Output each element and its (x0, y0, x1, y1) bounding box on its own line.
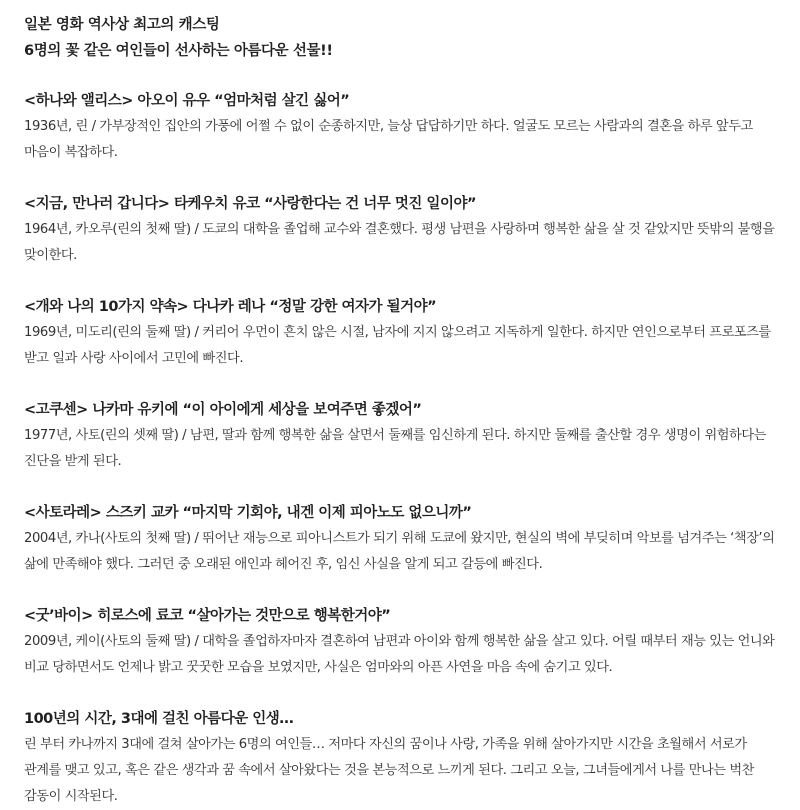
section-title: <고쿠센> 나카마 유키에 “이 아이에게 세상을 보여주면 좋겠어” (24, 402, 422, 418)
section-title: <개와 나의 10가지 약속> 다나카 레나 “정말 강한 여자가 될거야” (24, 299, 437, 315)
section-body: 2009년, 케이(사토의 둘째 딸) / 대학을 졸업하자마자 결혼하여 남편과 아이와 함께 행복한 삶을 살고 있다. 어릴 때부터 재능 있는 언니와 비교 당하면서도 언제나 밝고 꿋꿋한 모습을 보였지만, 사실은 엄마와의 아픈 사연을 마음 속에 숨기고 있다. (24, 634, 775, 675)
section-body: 1969년, 미도리(린의 둘째 딸) / 커리어 우먼이 흔치 않은 시절, 남자에 지지 않으려고 지독하게 일한다. 하지만 연인으로부터 프로포즈를 받고 일과 사랑 사이에서 고민에 빠진다. (24, 325, 771, 366)
section-body: 1977년, 사토(린의 셋째 딸) / 남편, 딸과 함께 행복한 삶을 살면서 둘째를 임신하게 된다. 하지만 둘째를 출산할 경우 생명이 위험하다는 진단을 받게 된다. (24, 428, 766, 469)
cast-section-hana-and-alice (24, 88, 776, 166)
section-body: 2004년, 카나(사토의 첫째 딸) / 뛰어난 재능으로 피아니스트가 되기 위해 도쿄에 왔지만, 현실의 벽에 부딪히며 악보를 넘겨주는 ‘책장’의 삶에 만족해야 했다. 그러던 중 오래된 애인과 헤어진 후, 임신 사실을 알게 되고 갈등에 빠진다. (24, 531, 775, 572)
cast-section-gokusen (24, 397, 776, 475)
section-body: 린 부터 카나까지 3대에 걸쳐 살아가는 6명의 여인들… 저마다 자신의 꿈이나 사랑, 가족을 위해 살아가지만 시간을 초월해서 서로가 관계를 맺고 있고, 혹은 같은 생각과 꿈 속에서 살아왔다는 것을 본능적으로 느끼게 된다. 그리고 오늘, 그녀들에게서 나를 만나는 벅찬 감동이 시작된다. (24, 737, 754, 804)
section-body: 1964년, 카오루(린의 첫째 딸) / 도쿄의 대학을 졸업해 교수와 결혼했다. 평생 남편을 사랑하며 행복한 삶을 살 것 같았지만 뜻밖의 불행을 맞이한다. (24, 222, 775, 263)
section-title: <지금, 만나러 갑니다> 타케우치 유코 “사랑한다는 건 너무 멋진 일이야” (24, 196, 476, 212)
section-title: <하나와 앨리스> 아오이 유우 “엄마처럼 살긴 싫어” (24, 93, 350, 109)
cast-section-be-with-you (24, 191, 776, 269)
summary-section (24, 706, 776, 810)
cast-section-goodbye (24, 603, 776, 681)
section-title: <사토라레> 스즈키 교카 “마지막 기회야, 내겐 이제 피아노도 없으니까” (24, 505, 472, 521)
cast-section-satorare (24, 500, 776, 578)
section-title: 100년의 시간, 3대에 걸친 아름다운 인생… (24, 711, 294, 727)
intro-headline: 일본 영화 역사상 최고의 캐스팅 (24, 17, 220, 33)
intro-subheadline: 6명의 꽃 같은 여인들이 선사하는 아름다운 선물!! (24, 43, 333, 59)
section-title: <굿’바이> 히로스에 료코 “살아가는 것만으로 행복한거야” (24, 608, 391, 624)
cast-section-ten-promises (24, 294, 776, 372)
section-body: 1936년, 린 / 가부장적인 집안의 가풍에 어쩔 수 없이 순종하지만, 늘상 답답하기만 하다. 얼굴도 모르는 사람과의 결혼을 하루 앞두고 마음이 복잡하다. (24, 119, 753, 160)
